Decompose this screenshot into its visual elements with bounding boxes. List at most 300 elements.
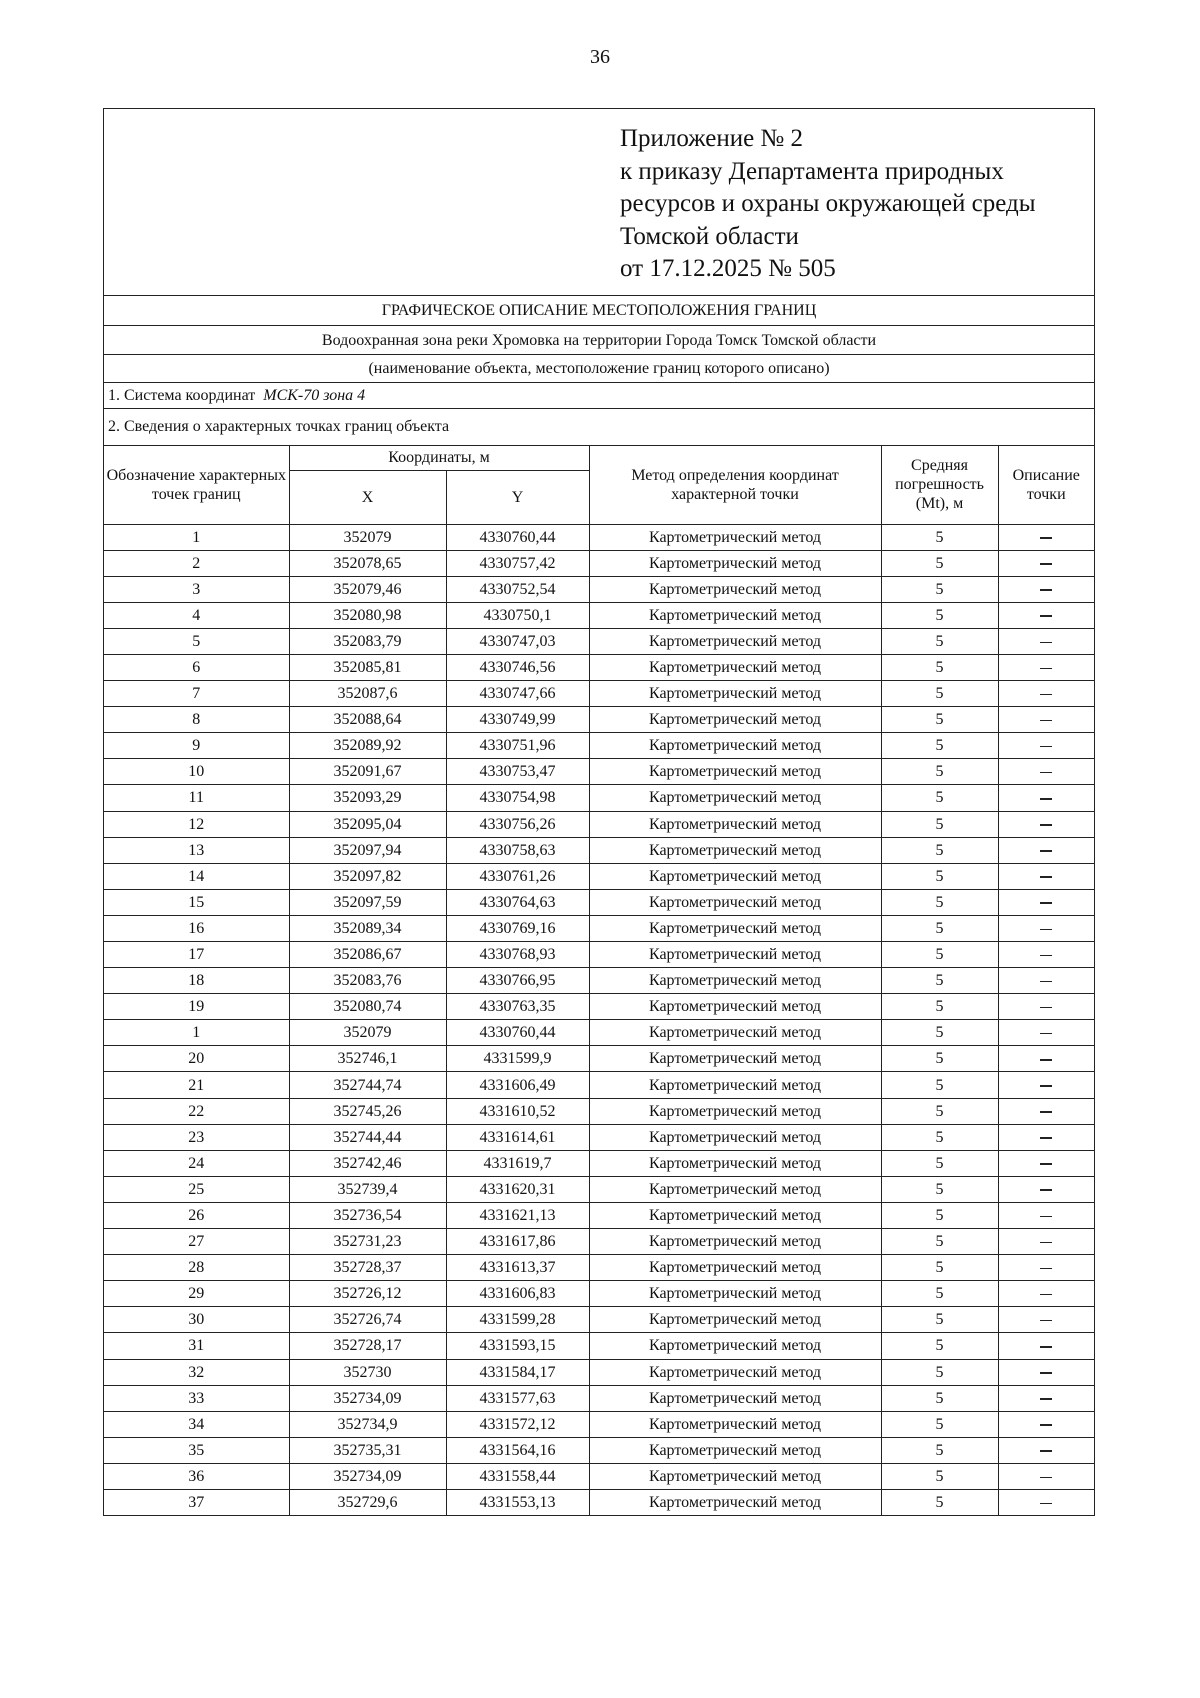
method: Картометрический метод: [589, 1489, 881, 1515]
description: [998, 681, 1094, 707]
accuracy: 5: [881, 968, 998, 994]
description: [998, 1281, 1094, 1307]
accuracy: 5: [881, 1202, 998, 1228]
description: [998, 1359, 1094, 1385]
accuracy: 5: [881, 1255, 998, 1281]
boundary-description-form: [103, 108, 1095, 1516]
object-name: Водоохранная зона реки Хромовка на территории Города Томск Томской области: [104, 326, 1094, 355]
accuracy: 5: [881, 1385, 998, 1411]
coord-y: 4330754,98: [446, 785, 589, 811]
point-number: 13: [104, 837, 289, 863]
coord-x: 352726,12: [289, 1281, 446, 1307]
method: Картометрический метод: [589, 654, 881, 680]
description: [998, 889, 1094, 915]
description: [998, 1124, 1094, 1150]
header-coordinates: Координаты, м: [289, 446, 589, 470]
table-row: [104, 1489, 1094, 1515]
coord-y: 4330746,56: [446, 654, 589, 680]
point-number: 17: [104, 942, 289, 968]
accuracy: 5: [881, 811, 998, 837]
header-x: X: [289, 470, 446, 524]
dash-mark: [1040, 1163, 1052, 1165]
accuracy: 5: [881, 681, 998, 707]
point-number: 11: [104, 785, 289, 811]
description: [998, 654, 1094, 680]
description: [998, 524, 1094, 550]
description: [998, 550, 1094, 576]
point-number: 3: [104, 576, 289, 602]
coord-x: 352079: [289, 524, 446, 550]
method: Картометрический метод: [589, 1020, 881, 1046]
description: [998, 1489, 1094, 1515]
dash-mark: [1040, 981, 1052, 983]
point-number: 27: [104, 1229, 289, 1255]
description: [998, 628, 1094, 654]
coord-y: 4331606,49: [446, 1072, 589, 1098]
dash-mark: [1040, 1189, 1052, 1191]
dash-mark: [1040, 1477, 1052, 1479]
point-number: 1: [104, 1020, 289, 1046]
coord-x: 352095,04: [289, 811, 446, 837]
header-method: Метод определения координат характерной точки: [589, 446, 881, 524]
appendix-date: от 17.12.2025 № 505: [620, 255, 836, 282]
accuracy: 5: [881, 1072, 998, 1098]
dash-mark: [1040, 1137, 1052, 1139]
coord-y: 4330749,99: [446, 707, 589, 733]
coord-x: 352091,67: [289, 759, 446, 785]
dash-mark: [1040, 1216, 1052, 1218]
dash-mark: [1040, 876, 1052, 878]
description: [998, 1463, 1094, 1489]
form-title: ГРАФИЧЕСКОЕ ОПИСАНИЕ МЕСТОПОЛОЖЕНИЯ ГРАНИЦ: [104, 296, 1094, 326]
description: [998, 1255, 1094, 1281]
coord-y: 4331617,86: [446, 1229, 589, 1255]
description: [998, 576, 1094, 602]
dash-mark: [1040, 1007, 1052, 1009]
coord-y: 4330760,44: [446, 524, 589, 550]
coord-y: 4330752,54: [446, 576, 589, 602]
description: [998, 1046, 1094, 1072]
method: Картометрический метод: [589, 1124, 881, 1150]
point-number: 15: [104, 889, 289, 915]
coord-y: 4331564,16: [446, 1437, 589, 1463]
appendix-number: Приложение № 2: [620, 125, 804, 152]
method: Картометрический метод: [589, 681, 881, 707]
dash-mark: [1040, 1268, 1052, 1270]
coord-y: 4331599,28: [446, 1307, 589, 1333]
coord-x: 352097,82: [289, 863, 446, 889]
method: Картометрический метод: [589, 550, 881, 576]
coord-y: 4330756,26: [446, 811, 589, 837]
dash-mark: [1040, 1346, 1052, 1348]
coord-y: 4330764,63: [446, 889, 589, 915]
accuracy: 5: [881, 759, 998, 785]
description: [998, 1098, 1094, 1124]
table-row: [104, 1385, 1094, 1411]
table-row: [104, 1176, 1094, 1202]
point-number: 4: [104, 602, 289, 628]
point-number: 31: [104, 1333, 289, 1359]
point-number: 24: [104, 1150, 289, 1176]
dash-mark: [1040, 1320, 1052, 1322]
dash-mark: [1040, 798, 1052, 800]
accuracy: 5: [881, 863, 998, 889]
table-row: [104, 628, 1094, 654]
accuracy: 5: [881, 1150, 998, 1176]
coord-x: 352734,09: [289, 1385, 446, 1411]
method: Картометрический метод: [589, 1333, 881, 1359]
accuracy: 5: [881, 550, 998, 576]
dash-mark: [1040, 955, 1052, 957]
point-number: 14: [104, 863, 289, 889]
table-row: [104, 1255, 1094, 1281]
table-row: [104, 1359, 1094, 1385]
description: [998, 1411, 1094, 1437]
method: Картометрический метод: [589, 785, 881, 811]
method: Картометрический метод: [589, 576, 881, 602]
method: Картометрический метод: [589, 628, 881, 654]
coord-x: 352078,65: [289, 550, 446, 576]
method: Картометрический метод: [589, 942, 881, 968]
coord-y: 4330751,96: [446, 733, 589, 759]
accuracy: 5: [881, 1437, 998, 1463]
table-row: [104, 1124, 1094, 1150]
method: Картометрический метод: [589, 1072, 881, 1098]
table-row: [104, 524, 1094, 550]
coord-x: 352097,59: [289, 889, 446, 915]
coord-y: 4330750,1: [446, 602, 589, 628]
accuracy: 5: [881, 785, 998, 811]
table-row: [104, 968, 1094, 994]
method: Картометрический метод: [589, 1176, 881, 1202]
coord-x: 352734,09: [289, 1463, 446, 1489]
method: Картометрический метод: [589, 1359, 881, 1385]
table-row: [104, 1463, 1094, 1489]
coord-x: 352086,67: [289, 942, 446, 968]
point-number: 33: [104, 1385, 289, 1411]
coord-x: 352079: [289, 1020, 446, 1046]
point-number: 21: [104, 1072, 289, 1098]
page-number: 36: [590, 46, 610, 68]
method: Картометрический метод: [589, 1202, 881, 1228]
dash-mark: [1040, 1424, 1052, 1426]
point-number: 18: [104, 968, 289, 994]
accuracy: 5: [881, 1098, 998, 1124]
accuracy: 5: [881, 1229, 998, 1255]
method: Картометрический метод: [589, 524, 881, 550]
appendix-order-ref: к приказу Департамента природных: [620, 157, 1004, 185]
table-row: [104, 733, 1094, 759]
appendix-department: ресурсов и охраны окружающей среды: [620, 190, 1036, 217]
table-row: [104, 1202, 1094, 1228]
method: Картометрический метод: [589, 1437, 881, 1463]
accuracy: 5: [881, 1463, 998, 1489]
description: [998, 1437, 1094, 1463]
table-row: [104, 1307, 1094, 1333]
method: Картометрический метод: [589, 707, 881, 733]
accuracy: 5: [881, 942, 998, 968]
accuracy: 5: [881, 1281, 998, 1307]
table-row: [104, 915, 1094, 941]
table-row: [104, 1437, 1094, 1463]
coord-x: 352735,31: [289, 1437, 446, 1463]
description: [998, 1307, 1094, 1333]
method: Картометрический метод: [589, 863, 881, 889]
dash-mark: [1040, 563, 1052, 565]
coord-x: 352726,74: [289, 1307, 446, 1333]
dash-mark: [1040, 902, 1052, 904]
dash-mark: [1040, 642, 1052, 644]
accuracy: 5: [881, 1307, 998, 1333]
accuracy: 5: [881, 628, 998, 654]
method: Картометрический метод: [589, 1385, 881, 1411]
description: [998, 968, 1094, 994]
appendix-region: Томской области: [620, 222, 799, 250]
method: Картометрический метод: [589, 1463, 881, 1489]
dash-mark: [1040, 1242, 1052, 1244]
coord-y: 4331553,13: [446, 1489, 589, 1515]
point-number: 28: [104, 1255, 289, 1281]
description: [998, 915, 1094, 941]
table-row: [104, 759, 1094, 785]
description: [998, 1150, 1094, 1176]
point-number: 23: [104, 1124, 289, 1150]
accuracy: 5: [881, 524, 998, 550]
coord-y: 4330757,42: [446, 550, 589, 576]
coord-y: 4331577,63: [446, 1385, 589, 1411]
description: [998, 1333, 1094, 1359]
table-row: [104, 1020, 1094, 1046]
coord-y: 4330768,93: [446, 942, 589, 968]
coord-y: 4331621,13: [446, 1202, 589, 1228]
method: Картометрический метод: [589, 994, 881, 1020]
accuracy: 5: [881, 1411, 998, 1437]
accuracy: 5: [881, 1359, 998, 1385]
coord-y: 4331610,52: [446, 1098, 589, 1124]
method: Картометрический метод: [589, 759, 881, 785]
dash-mark: [1040, 1033, 1052, 1035]
description: [998, 1020, 1094, 1046]
coord-x: 352088,64: [289, 707, 446, 733]
table-row: [104, 837, 1094, 863]
coord-x: 352734,9: [289, 1411, 446, 1437]
dash-mark: [1040, 720, 1052, 722]
coord-y: 4330766,95: [446, 968, 589, 994]
coord-y: 4331558,44: [446, 1463, 589, 1489]
coord-x: 352729,6: [289, 1489, 446, 1515]
coord-x: 352079,46: [289, 576, 446, 602]
description: [998, 1385, 1094, 1411]
coord-y: 4330747,66: [446, 681, 589, 707]
method: Картометрический метод: [589, 837, 881, 863]
description: [998, 759, 1094, 785]
table-row: [104, 1411, 1094, 1437]
points-table: [104, 446, 1094, 1515]
coord-y: 4331613,37: [446, 1255, 589, 1281]
method: Картометрический метод: [589, 1150, 881, 1176]
coord-x: 352080,98: [289, 602, 446, 628]
point-number: 20: [104, 1046, 289, 1072]
table-row: [104, 1072, 1094, 1098]
point-number: 7: [104, 681, 289, 707]
dash-mark: [1040, 929, 1052, 931]
point-number: 6: [104, 654, 289, 680]
description: [998, 942, 1094, 968]
accuracy: 5: [881, 576, 998, 602]
coord-x: 352083,76: [289, 968, 446, 994]
coord-x: 352744,44: [289, 1124, 446, 1150]
description: [998, 1176, 1094, 1202]
dash-mark: [1040, 589, 1052, 591]
accuracy: 5: [881, 994, 998, 1020]
dash-mark: [1040, 1503, 1052, 1505]
coord-y: 4331606,83: [446, 1281, 589, 1307]
point-number: 19: [104, 994, 289, 1020]
coord-x: 352746,1: [289, 1046, 446, 1072]
dash-mark: [1040, 1294, 1052, 1296]
dash-mark: [1040, 824, 1052, 826]
coord-x: 352083,79: [289, 628, 446, 654]
accuracy: 5: [881, 1046, 998, 1072]
method: Картометрический метод: [589, 1046, 881, 1072]
point-number: 25: [104, 1176, 289, 1202]
table-row: [104, 1281, 1094, 1307]
method: Картометрический метод: [589, 733, 881, 759]
coord-x: 352089,92: [289, 733, 446, 759]
coord-x: 352080,74: [289, 994, 446, 1020]
coord-x: 352728,17: [289, 1333, 446, 1359]
coord-y: 4330753,47: [446, 759, 589, 785]
point-number: 30: [104, 1307, 289, 1333]
point-number: 32: [104, 1359, 289, 1385]
table-row: [104, 1150, 1094, 1176]
accuracy: 5: [881, 602, 998, 628]
point-number: 36: [104, 1463, 289, 1489]
table-row: [104, 785, 1094, 811]
description: [998, 785, 1094, 811]
table-row: [104, 1229, 1094, 1255]
description: [998, 1202, 1094, 1228]
coord-y: 4331614,61: [446, 1124, 589, 1150]
table-row: [104, 1046, 1094, 1072]
coord-x: 352745,26: [289, 1098, 446, 1124]
method: Картометрический метод: [589, 1098, 881, 1124]
description: [998, 811, 1094, 837]
description: [998, 707, 1094, 733]
coordinate-system-value: МСК-70 зона 4: [263, 387, 366, 404]
coord-x: 352093,29: [289, 785, 446, 811]
coord-x: 352097,94: [289, 837, 446, 863]
method: Картометрический метод: [589, 1281, 881, 1307]
coord-y: 4331620,31: [446, 1176, 589, 1202]
method: Картометрический метод: [589, 1255, 881, 1281]
coord-y: 4331584,17: [446, 1359, 589, 1385]
point-number: 29: [104, 1281, 289, 1307]
dash-mark: [1040, 1111, 1052, 1113]
method: Картометрический метод: [589, 889, 881, 915]
method: Картометрический метод: [589, 1411, 881, 1437]
accuracy: 5: [881, 837, 998, 863]
method: Картометрический метод: [589, 968, 881, 994]
table-row: [104, 1333, 1094, 1359]
dash-mark: [1040, 537, 1052, 539]
coord-x: 352085,81: [289, 654, 446, 680]
accuracy: 5: [881, 1489, 998, 1515]
method: Картометрический метод: [589, 1229, 881, 1255]
appendix-header: [104, 109, 1094, 296]
accuracy: 5: [881, 1020, 998, 1046]
table-row: [104, 1098, 1094, 1124]
dash-mark: [1040, 668, 1052, 670]
coord-x: 352736,54: [289, 1202, 446, 1228]
table-row: [104, 654, 1094, 680]
appendix-block: [620, 123, 1036, 286]
point-number: 1: [104, 524, 289, 550]
point-number: 16: [104, 915, 289, 941]
accuracy: 5: [881, 1176, 998, 1202]
coord-y: 4331593,15: [446, 1333, 589, 1359]
description: [998, 733, 1094, 759]
header-y: Y: [446, 470, 589, 524]
coord-y: 4330763,35: [446, 994, 589, 1020]
coord-x: 352087,6: [289, 681, 446, 707]
coord-y: 4330758,63: [446, 837, 589, 863]
point-number: 8: [104, 707, 289, 733]
dash-mark: [1040, 1085, 1052, 1087]
accuracy: 5: [881, 733, 998, 759]
header-designation: Обозначение характерных точек границ: [104, 446, 289, 524]
coord-x: 352089,34: [289, 915, 446, 941]
method: Картометрический метод: [589, 811, 881, 837]
accuracy: 5: [881, 707, 998, 733]
dash-mark: [1040, 1398, 1052, 1400]
accuracy: 5: [881, 915, 998, 941]
point-number: 34: [104, 1411, 289, 1437]
description: [998, 1229, 1094, 1255]
point-number: 12: [104, 811, 289, 837]
table-row: [104, 576, 1094, 602]
coord-x: 352730: [289, 1359, 446, 1385]
method: Картометрический метод: [589, 915, 881, 941]
table-row: [104, 602, 1094, 628]
point-number: 5: [104, 628, 289, 654]
point-number: 22: [104, 1098, 289, 1124]
method: Картометрический метод: [589, 1307, 881, 1333]
table-row: [104, 863, 1094, 889]
table-row: [104, 994, 1094, 1020]
accuracy: 5: [881, 1333, 998, 1359]
description: [998, 837, 1094, 863]
dash-mark: [1040, 1059, 1052, 1061]
coord-y: 4331619,7: [446, 1150, 589, 1176]
point-number: 35: [104, 1437, 289, 1463]
table-row: [104, 550, 1094, 576]
dash-mark: [1040, 850, 1052, 852]
coord-y: 4331572,12: [446, 1411, 589, 1437]
coord-y: 4330769,16: [446, 915, 589, 941]
table-row: [104, 707, 1094, 733]
coord-y: 4330760,44: [446, 1020, 589, 1046]
coord-x: 352739,4: [289, 1176, 446, 1202]
accuracy: 5: [881, 1124, 998, 1150]
point-number: 26: [104, 1202, 289, 1228]
table-row: [104, 681, 1094, 707]
dash-mark: [1040, 1450, 1052, 1452]
table-row: [104, 811, 1094, 837]
coord-x: 352742,46: [289, 1150, 446, 1176]
description: [998, 863, 1094, 889]
dash-mark: [1040, 772, 1052, 774]
